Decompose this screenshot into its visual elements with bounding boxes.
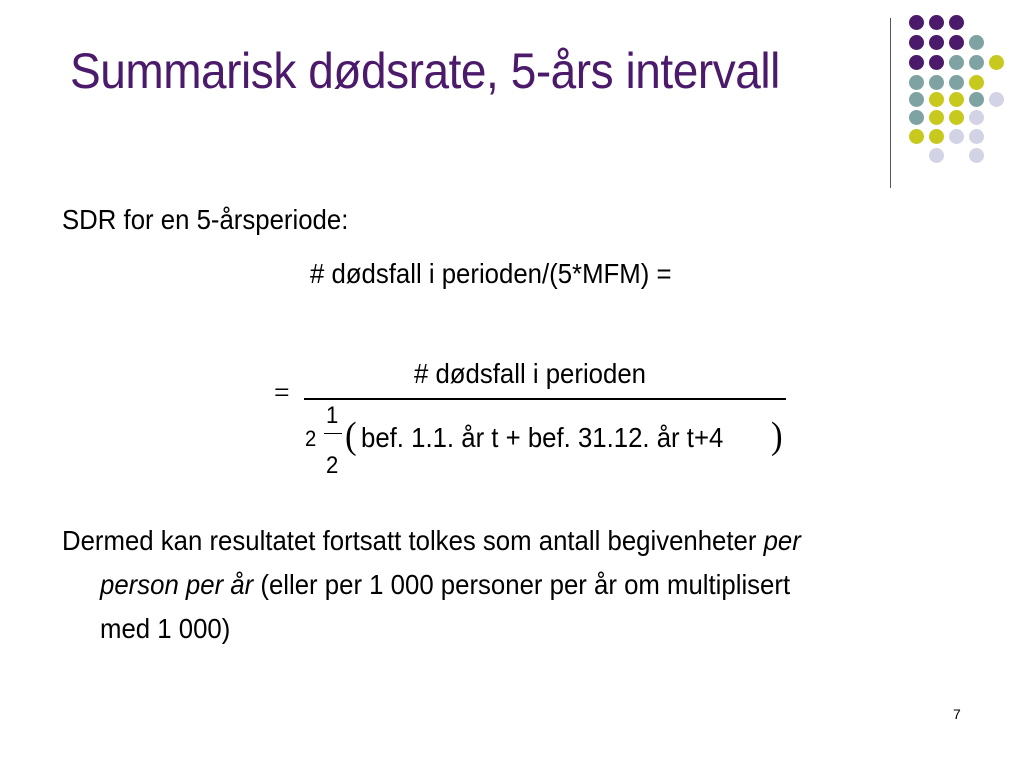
decorative-dot [969,148,984,163]
decorative-dot [949,92,964,107]
formula-close-paren: ) [771,415,783,457]
decorative-dot [949,35,964,50]
title-divider [890,18,891,188]
decorative-dot [989,92,1004,107]
interpretation-italic-person-per-ar: person per år [100,569,254,600]
sdr-definition-line: # dødsfall i perioden/(5*MFM) = [310,258,672,289]
decorative-dot [909,15,924,30]
formula-equals-sign: = [274,376,290,409]
decorative-dot [969,75,984,90]
decorative-dot [929,55,944,70]
decorative-dot [969,110,984,125]
formula-coef-denominator: 2 [326,452,339,479]
interpretation-italic-per: per [763,525,801,556]
decorative-dot [909,110,924,125]
formula-denominator: bef. 1.1. år t + bef. 31.12. år t+4 [361,422,724,453]
decorative-dot [989,55,1004,70]
formula-open-paren: ( [345,415,357,457]
interpretation-text-2: (eller per 1 000 personer per år om multiplisert [253,569,791,600]
decorative-dot [949,129,964,144]
decorative-dot [969,129,984,144]
slide-title: Summarisk dødsrate, 5-års intervall [70,43,780,99]
decorative-dot [909,75,924,90]
interpretation-line-3: med 1 000) [100,613,231,644]
decorative-dot [949,15,964,30]
interpretation-line-2 [100,569,790,601]
decorative-dot [929,15,944,30]
decorative-dot [929,75,944,90]
decorative-dot [909,35,924,50]
formula-coef-whole: 2 [305,426,317,451]
formula-coef-bar [324,433,342,434]
decorative-dot [969,35,984,50]
decorative-dot [949,75,964,90]
decorative-dot [949,110,964,125]
decorative-dot [909,129,924,144]
formula-numerator: # dødsfall i perioden [414,358,646,389]
formula-coef-numerator: 1 [326,402,339,429]
decorative-dot [909,92,924,107]
decorative-dot [929,129,944,144]
decorative-dot [929,148,944,163]
interpretation-line-1 [62,525,801,557]
decorative-dot [909,55,924,70]
decorative-dot [969,92,984,107]
page-number: 7 [953,706,961,722]
formula-fraction-bar [304,398,786,400]
decorative-dot [949,55,964,70]
decorative-dot [929,110,944,125]
decorative-dot [929,92,944,107]
decorative-dot [929,35,944,50]
decorative-dot [969,55,984,70]
interpretation-text-1: Dermed kan resultatet fortsatt tolkes som antall begivenheter [62,525,764,556]
sdr-intro-line: SDR for en 5-årsperiode: [62,204,349,235]
